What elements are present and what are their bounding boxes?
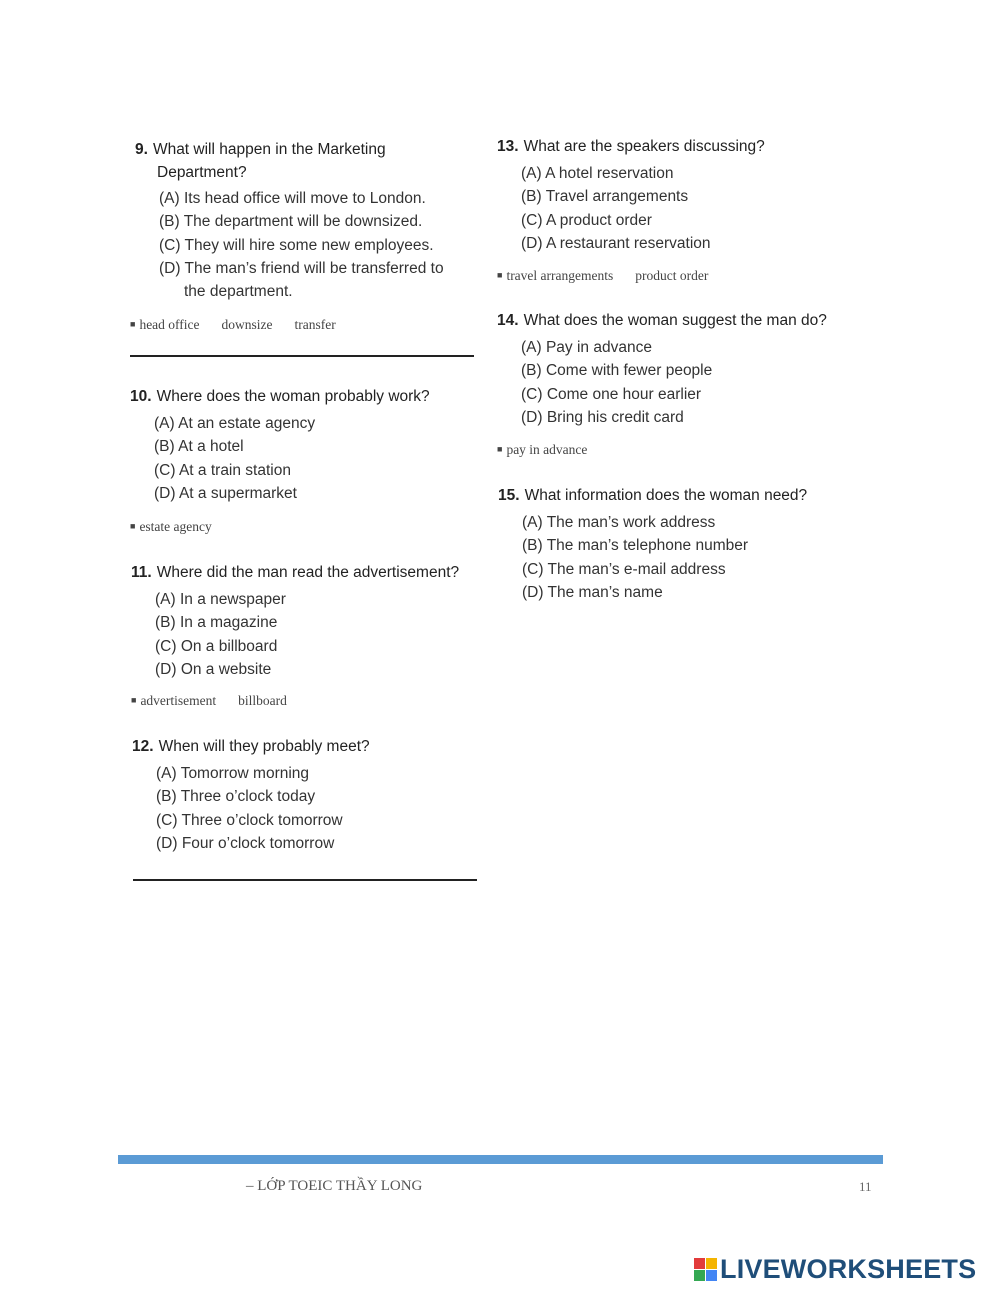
option-c: (C) Come one hour earlier [521,385,702,403]
option-d: (D) Bring his credit card [521,408,684,426]
question-9 [135,138,480,303]
option-a: (A) Tomorrow morning [156,765,310,782]
vocab-list-13: ■ travel arrangements product order [497,268,709,283]
question-15 [498,484,878,604]
option-b: (B) Three o’clock today [156,788,316,806]
liveworksheets-brand [694,1254,976,1285]
question-10 [130,385,475,505]
option-d: (D) On a website [155,660,272,678]
option-c: (C) The man’s e-mail address [522,560,726,578]
option-d: (D) At a supermarket [154,484,297,502]
question-10-title: 10. Where does the woman probably work? [130,388,430,405]
question-9-title: 9. What will happen in the Marketing Department? [135,141,386,181]
question-15-title: 15. What information does the woman need? [498,487,808,504]
option-b: (B) In a magazine [155,614,278,632]
footer-title: – LỚP TOEIC THẦY LONG [246,1178,423,1194]
brand-name: LIVEWORKSHEETS [720,1254,977,1284]
option-b: (B) Come with fewer people [521,362,713,380]
option-c: (C) A product order [521,211,652,229]
section-divider [133,879,477,881]
option-c: (C) They will hire some new employees. [159,236,434,254]
option-c: (C) On a billboard [155,637,278,655]
option-a: (A) At an estate agency [154,415,316,432]
logo-cell [706,1258,717,1269]
option-d: (D) The man’s name [522,583,663,601]
logo-cell [694,1258,705,1269]
liveworksheets-logo-icon [694,1258,717,1281]
option-d: (D) A restaurant reservation [521,234,711,252]
logo-cell [694,1270,705,1281]
option-b: (B) The man’s telephone number [522,537,749,555]
option-c: (C) At a train station [154,461,291,479]
question-13-title: 13. What are the speakers discussing? [497,138,765,155]
question-14 [497,309,877,429]
logo-cell [706,1270,717,1281]
question-11-title: 11. Where did the man read the advertisement? [131,564,460,581]
section-divider [130,355,474,357]
option-a: (A) In a newspaper [155,591,286,608]
vocab-list-11: ■ advertisement billboard [131,693,287,708]
question-14-title: 14. What does the woman suggest the man do? [497,312,827,329]
option-d: (D) Four o’clock tomorrow [156,834,335,852]
option-b: (B) The department will be downsized. [159,213,423,231]
footer-bar [118,1155,883,1164]
question-11 [131,561,481,681]
option-b: (B) At a hotel [154,438,244,456]
option-d: (D) The man’s friend will be transferred to the department. [159,259,444,301]
vocab-list-14: ■ pay in advance [497,442,588,457]
option-a: (A) The man’s work address [522,514,716,531]
question-12 [132,735,477,855]
option-a: (A) Its head office will move to London. [159,190,426,207]
question-12-title: 12. When will they probably meet? [132,738,370,755]
option-c: (C) Three o’clock tomorrow [156,811,343,829]
option-a: (A) A hotel reservation [521,165,674,182]
option-a: (A) Pay in advance [521,339,652,356]
vocab-list-9: ■ head office downsize transfer [130,317,336,332]
page-number: 11 [859,1179,872,1194]
question-13 [497,135,877,255]
option-b: (B) Travel arrangements [521,188,689,206]
vocab-list-10: ■ estate agency [130,519,212,534]
